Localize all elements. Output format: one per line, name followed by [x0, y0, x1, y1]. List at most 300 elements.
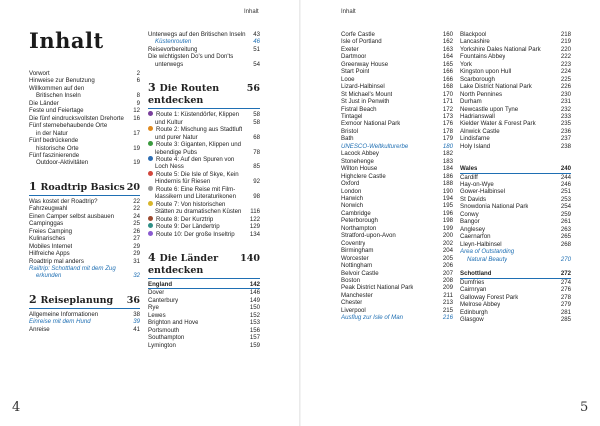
entry-title: Einen Camper selbst ausbauen: [29, 212, 115, 220]
toc-entry: [460, 294, 571, 301]
entry-title: Peterborough: [341, 217, 378, 225]
route-color-dot-icon: [148, 201, 153, 206]
entry-title: Route 3: Giganten, Klippen und: [148, 141, 241, 148]
entry-title: Hindernis für Riesen: [155, 178, 211, 186]
toc-column-2: [148, 31, 260, 349]
entry-title: North Pennines: [460, 90, 503, 98]
entry-page: 19: [133, 159, 140, 167]
entry-page: 231: [560, 98, 571, 106]
entry-page: 98: [253, 193, 260, 201]
toc-entry: [29, 145, 140, 152]
entry-page: 209: [442, 284, 453, 292]
toc-entry: [148, 46, 260, 53]
entry-page: 216: [442, 314, 453, 322]
entry-page: 160: [442, 31, 453, 38]
toc-entry: [460, 309, 571, 316]
entry-title: Liverpool: [341, 306, 366, 314]
entry-page: 25: [133, 220, 140, 228]
route-entry: [148, 111, 260, 118]
chapter-page: 20: [126, 181, 140, 193]
toc-entry: [341, 188, 453, 195]
entry-title: Blackpool: [460, 31, 487, 38]
entry-title: Looe: [341, 75, 355, 83]
entry-page: 261: [560, 218, 571, 226]
entry-page: [257, 186, 260, 193]
toc-entry: [341, 255, 453, 262]
toc-entry: [460, 61, 571, 68]
entry-title: Greenway House: [341, 60, 389, 68]
toc-entry: [460, 128, 571, 135]
entry-page: 190: [442, 187, 453, 195]
toc-entry: [148, 304, 260, 311]
toc-entry: [29, 159, 140, 166]
page-number-left: 4: [12, 400, 21, 415]
entry-page: 168: [442, 83, 453, 91]
toc-entry: [29, 100, 140, 107]
entry-title: Hinweise zur Benutzung: [29, 77, 95, 85]
entry-title: Natural Beauty: [467, 255, 508, 263]
entry-page: 166: [442, 75, 453, 83]
entry-page: 235: [560, 120, 571, 128]
entry-page: 68: [253, 133, 260, 141]
toc-entry: [460, 218, 571, 225]
chapter-page: 140: [240, 252, 260, 264]
toc-entry: [460, 211, 571, 218]
toc-entry: [29, 122, 140, 129]
toc-entry: [341, 158, 453, 165]
entry-page: 166: [442, 68, 453, 76]
page-title: Inhalt: [29, 28, 104, 53]
toc-entry: [460, 68, 571, 75]
toc-entry: [341, 83, 453, 90]
entry-title: lebendige Pubs: [155, 148, 198, 156]
toc-entry: [341, 299, 453, 306]
entry-title: Mobiles Internet: [29, 242, 73, 250]
entry-page: 202: [442, 239, 453, 247]
entry-page: 27: [133, 235, 140, 243]
entry-title: Hadrianswall: [460, 112, 495, 120]
toc-entry: [460, 226, 571, 233]
entry-page: 173: [442, 112, 453, 120]
spacer: [148, 238, 260, 252]
entry-title: historische Orte: [36, 144, 79, 152]
entry-title: York: [460, 60, 472, 68]
entry-title: Fahrzeugwahl: [29, 205, 68, 213]
toc-entry: [460, 174, 571, 181]
chapter-heading: [148, 252, 260, 279]
entry-title: Anreise: [29, 325, 50, 333]
toc-entry: [148, 193, 260, 200]
entry-page: [257, 201, 260, 208]
entry-page: 116: [250, 208, 260, 216]
entry-title: Route 4: Auf den Spuren von: [148, 156, 234, 163]
entry-title: Stonehenge: [341, 157, 374, 165]
entry-page: 146: [249, 289, 260, 297]
entry-page: 19: [133, 144, 140, 152]
entry-page: 24: [133, 212, 140, 220]
entry-title: Stratford-upon-Avon: [341, 232, 396, 240]
chapter-page: 56: [246, 83, 260, 95]
toc-entry: [460, 83, 571, 90]
toc-entry: [148, 31, 260, 38]
entry-page: 22: [133, 197, 140, 205]
toc-entry: [29, 213, 140, 220]
entry-page: 204: [442, 247, 453, 255]
entry-page: 186: [442, 172, 453, 180]
toc-entry: [341, 143, 453, 150]
entry-page: 150: [249, 304, 260, 312]
route-entry: [148, 156, 260, 163]
entry-title: Route 10: Der große Inseltrip: [148, 231, 235, 238]
toc-entry: [460, 113, 571, 120]
toc-entry: [341, 202, 453, 209]
entry-title: Holy Island: [460, 142, 491, 150]
entry-title: Die wichtigsten Do's und Don'ts: [148, 53, 234, 61]
toc-entry: [341, 180, 453, 187]
entry-title: Dartmoor: [341, 53, 367, 61]
toc-entry: [460, 241, 571, 248]
entry-page: 16: [133, 114, 140, 122]
toc-entry: [29, 318, 140, 325]
entry-page: 32: [133, 272, 140, 280]
entry-title: Caernarfon: [460, 233, 491, 241]
toc-entry: [148, 149, 260, 156]
toc-entry: [29, 272, 140, 279]
entry-title: Snowdonia National Park: [460, 203, 529, 211]
entry-title: Fistral Beach: [341, 105, 377, 113]
toc-entry: [29, 220, 140, 227]
entry-title: Rye: [148, 304, 159, 312]
route-entry: [148, 223, 260, 230]
chapter-title: 4 Die Länder entdecken: [148, 250, 219, 276]
entry-title: Schottland: [460, 270, 492, 278]
entry-title: Die Länder: [29, 99, 59, 107]
toc-entry: [341, 173, 453, 180]
entry-page: 213: [442, 299, 453, 307]
book-gutter: [299, 0, 301, 426]
entry-page: 240: [560, 165, 571, 173]
entry-page: 180: [442, 142, 453, 150]
entry-title: Dover: [148, 289, 165, 297]
entry-page: 259: [560, 210, 571, 218]
entry-page: [137, 85, 140, 92]
entry-page: 265: [560, 233, 571, 241]
toc-entry: [341, 195, 453, 202]
entry-page: 54: [253, 60, 260, 68]
entry-page: [257, 171, 260, 178]
chapter-title: 3 Die Routen entdecken: [148, 81, 220, 107]
entry-page: 172: [442, 105, 453, 113]
entry-page: 223: [560, 60, 571, 68]
entry-page: 134: [249, 230, 260, 238]
entry-title: Canterbury: [148, 296, 179, 304]
entry-title: Wales: [460, 165, 478, 173]
entry-title: Freies Camping: [29, 227, 73, 235]
route-color-dot-icon: [148, 216, 153, 221]
entry-page: [257, 141, 260, 148]
entry-page: 278: [560, 293, 571, 301]
entry-page: 263: [560, 225, 571, 233]
chapter-heading: [29, 181, 140, 196]
entry-page: 9: [136, 99, 140, 107]
entry-page: 152: [249, 311, 260, 319]
entry-title: Route 9: Der Ländertrip: [148, 223, 220, 230]
entry-title: Area of Outstanding: [460, 248, 515, 256]
toc-entry: [460, 143, 571, 150]
route-color-dot-icon: [148, 223, 153, 228]
toc-entry: [29, 205, 140, 212]
toc-entry: [460, 233, 571, 240]
toc-entry: [148, 61, 260, 68]
entry-title: Vorwort: [29, 70, 50, 77]
toc-entry: [341, 165, 453, 172]
chapter-number: 2: [29, 292, 41, 306]
entry-page: 238: [560, 142, 571, 150]
entry-page: 153: [249, 319, 260, 327]
toc-entry: [29, 228, 140, 235]
entry-title: UNESCO-Weltkulturerbe: [341, 142, 409, 150]
toc-entry: [29, 243, 140, 250]
entry-page: 43: [253, 31, 260, 38]
route-color-dot-icon: [148, 111, 153, 116]
entry-title: St Michael's Mount: [341, 90, 393, 98]
toc-entry: [341, 232, 453, 239]
entry-page: 129: [249, 223, 260, 231]
entry-title: Worcester: [341, 254, 369, 262]
entry-page: 272: [560, 270, 571, 278]
entry-page: [137, 152, 140, 159]
entry-page: [257, 53, 260, 60]
entry-page: 58: [253, 118, 260, 126]
toc-entry: [460, 196, 571, 203]
entry-title: Bristol: [341, 127, 358, 135]
entry-page: 236: [560, 127, 571, 135]
entry-title: Chester: [341, 299, 363, 307]
toc-entry: [341, 135, 453, 142]
toc-entry: [148, 163, 260, 170]
entry-title: Allgemeine Informationen: [29, 310, 99, 318]
entry-title: Route 2: Mischung aus Stadtluft: [148, 126, 242, 133]
route-entry: [148, 231, 260, 238]
toc-entry: [341, 68, 453, 75]
route-entry: [148, 216, 260, 223]
entry-page: 31: [133, 257, 140, 265]
chapter-title: 2 Reiseplanung: [29, 292, 114, 306]
entry-page: 38: [133, 310, 140, 318]
toc-entry: [460, 31, 571, 38]
toc-entry: [341, 247, 453, 254]
entry-page: 211: [443, 291, 453, 299]
section-heading: [460, 165, 571, 173]
spacer: [29, 280, 140, 294]
entry-page: 78: [253, 148, 260, 156]
entry-title: klassikern und Literaturikonen: [155, 193, 236, 201]
entry-page: 176: [442, 120, 453, 128]
entry-title: Tintagel: [341, 112, 363, 120]
toc-entry: [341, 38, 453, 45]
toc-entry: [341, 76, 453, 83]
entry-page: 157: [249, 334, 260, 342]
entry-title: Northampton: [341, 224, 377, 232]
entry-page: 199: [442, 224, 453, 232]
entry-title: Hay-on-Wye: [460, 181, 494, 189]
entry-title: Britischen Inseln: [36, 92, 81, 100]
entry-page: [137, 265, 140, 272]
entry-title: Bangor: [460, 218, 480, 226]
toc-entry: [29, 130, 140, 137]
entry-page: 254: [560, 203, 571, 211]
toc-entry: [341, 210, 453, 217]
entry-title: Brighton and Hove: [148, 319, 199, 327]
toc-entry: [460, 38, 571, 45]
entry-page: 195: [442, 202, 453, 210]
entry-page: 2: [136, 70, 140, 77]
entry-title: Norwich: [341, 202, 364, 210]
toc-entry: [341, 113, 453, 120]
entry-title: Cambridge: [341, 209, 371, 217]
entry-title: Oxford: [341, 180, 360, 188]
entry-page: 232: [560, 105, 571, 113]
entry-page: 92: [253, 178, 260, 186]
entry-page: 233: [560, 112, 571, 120]
entry-title: Lewes: [148, 311, 166, 319]
entry-title: Conwy: [460, 210, 479, 218]
entry-page: 164: [442, 53, 453, 61]
entry-page: 170: [442, 90, 453, 98]
entry-page: 159: [249, 341, 260, 349]
entry-title: Lymington: [148, 341, 176, 349]
entry-page: 182: [442, 150, 453, 158]
toc-entry: [29, 198, 140, 205]
page-number-right: 5: [580, 400, 589, 415]
entry-page: 224: [560, 68, 571, 76]
route-entry: [148, 126, 260, 133]
entry-title: Gower-Halbinsel: [460, 188, 506, 196]
entry-page: 12: [133, 107, 140, 115]
toc-entry: [341, 240, 453, 247]
toc-entry: [460, 135, 571, 142]
entry-page: 200: [442, 232, 453, 240]
toc-entry: [29, 311, 140, 318]
entry-page: 183: [442, 157, 453, 165]
entry-title: Corfe Castle: [341, 31, 375, 38]
toc-column-3: [341, 31, 453, 322]
entry-page: 230: [560, 90, 571, 98]
section-heading: [460, 270, 571, 278]
route-color-dot-icon: [148, 186, 153, 191]
entry-page: 122: [249, 215, 260, 223]
entry-title: Feste und Feiertage: [29, 107, 84, 115]
toc-entry: [148, 289, 260, 296]
entry-page: 85: [253, 163, 260, 171]
entry-title: Einreise mit dem Hund: [29, 318, 91, 326]
entry-title: London: [341, 187, 362, 195]
entry-page: 198: [442, 217, 453, 225]
entry-title: Willkommen auf den: [29, 84, 85, 92]
entry-page: 285: [560, 316, 571, 324]
toc-entry: [29, 70, 140, 77]
entry-page: 215: [442, 306, 453, 314]
toc-entry: [148, 134, 260, 141]
toc-column-1: [29, 70, 140, 333]
toc-entry: [29, 326, 140, 333]
toc-entry: [148, 327, 260, 334]
entry-page: [137, 137, 140, 144]
entry-page: 218: [560, 31, 571, 38]
entry-title: Glasgow: [460, 316, 484, 324]
entry-title: Yorkshire Dales National Park: [460, 45, 541, 53]
entry-title: Railtrip: Schottland mit dem Zug: [29, 264, 116, 272]
entry-title: Harwich: [341, 194, 364, 202]
entry-title: Fünf bedrückende: [29, 137, 79, 145]
entry-page: 29: [133, 242, 140, 250]
toc-entry: [341, 225, 453, 232]
entry-page: 268: [560, 240, 571, 248]
entry-page: 253: [560, 195, 571, 203]
entry-title: Fünf faszinierende: [29, 151, 80, 159]
route-color-dot-icon: [148, 126, 153, 131]
entry-title: Cairnryan: [460, 286, 487, 294]
entry-title: Lizard-Halbinsel: [341, 83, 385, 91]
toc-entry: [148, 319, 260, 326]
toc-entry: [148, 334, 260, 341]
entry-title: Loch Ness: [155, 163, 184, 171]
toc-entry: [148, 312, 260, 319]
toc-entry: [460, 120, 571, 127]
entry-page: 184: [442, 165, 453, 173]
entry-title: Alnwick Castle: [460, 127, 500, 135]
spacer: [460, 158, 571, 165]
toc-entry: [29, 265, 140, 272]
entry-title: Route 7: Von historischen: [148, 201, 225, 208]
toc-entry: [29, 107, 140, 114]
entry-page: [257, 156, 260, 163]
route-color-dot-icon: [148, 171, 153, 176]
entry-title: Anglesey: [460, 225, 486, 233]
toc-entry: [148, 297, 260, 304]
toc-entry: [460, 301, 571, 308]
toc-entry: [341, 292, 453, 299]
entry-title: Bath: [341, 135, 354, 143]
route-entry: [148, 201, 260, 208]
route-color-dot-icon: [148, 156, 153, 161]
toc-entry: [29, 137, 140, 144]
entry-title: in der Natur: [36, 129, 68, 137]
toc-entry: [341, 277, 453, 284]
entry-title: und purer Natur: [155, 133, 198, 141]
toc-entry: [341, 150, 453, 157]
toc-entry: [148, 208, 260, 215]
route-entry: [148, 141, 260, 148]
entry-title: Isle of Portland: [341, 38, 382, 46]
toc-entry: [460, 98, 571, 105]
spacer: [29, 167, 140, 181]
section-heading: [148, 281, 260, 289]
entry-title: Portsmouth: [148, 326, 180, 334]
entry-page: 58: [253, 111, 260, 119]
toc-entry: [341, 98, 453, 105]
toc-entry: [341, 314, 453, 321]
route-entry: [148, 171, 260, 178]
entry-title: Die fünf eindrucksvollsten Drehorte: [29, 114, 124, 122]
entry-page: 171: [442, 98, 453, 106]
toc-entry: [341, 106, 453, 113]
entry-title: Was kostet der Roadtrip?: [29, 197, 98, 205]
toc-entry: [341, 284, 453, 291]
toc-entry: [341, 128, 453, 135]
chapter-number: 3: [148, 81, 160, 95]
entry-title: Fünf sternebehaubende Orte: [29, 122, 108, 130]
